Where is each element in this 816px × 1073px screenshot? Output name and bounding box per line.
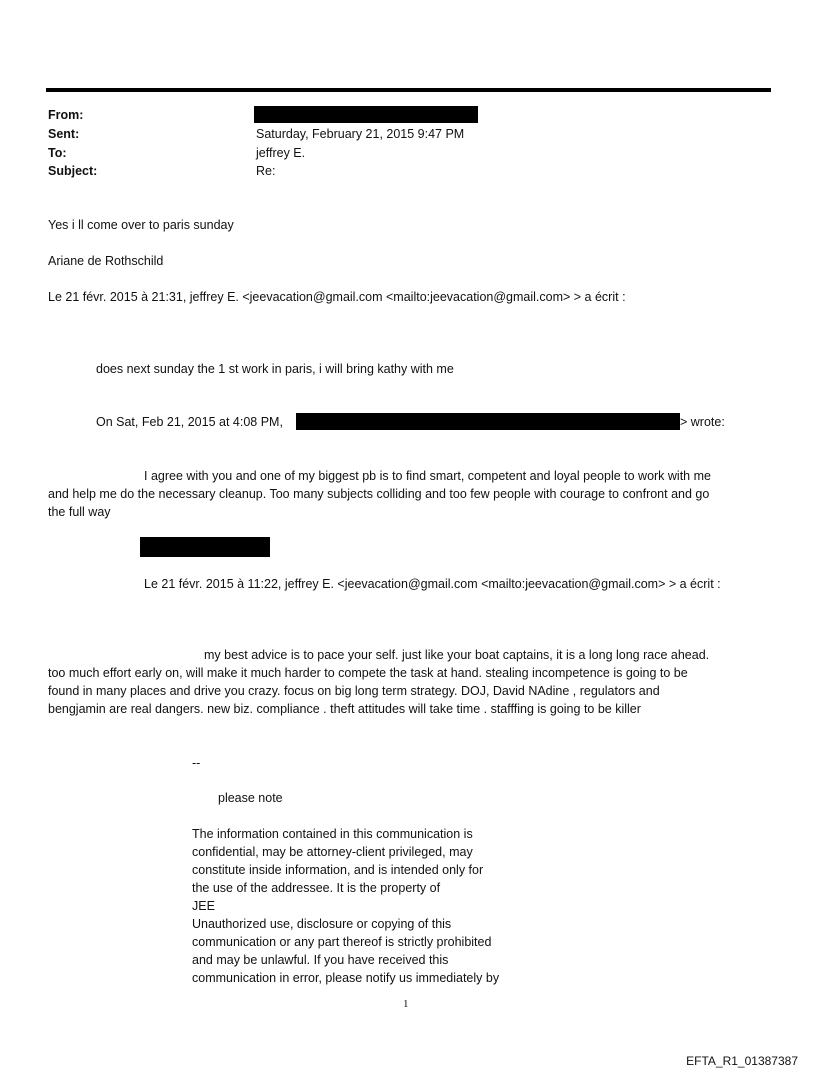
quote3-line3: found in many places and drive you crazy. focus on big long term strategy. DOJ, David NAdine , regulators and bbox=[48, 684, 660, 698]
redacted-signature bbox=[140, 537, 270, 557]
disclaimer-line: Unauthorized use, disclosure or copying of this bbox=[192, 917, 452, 931]
quote3-line1: my best advice is to pace your self. just like your boat captains, it is a long long race ahead. bbox=[204, 648, 710, 662]
redacted-from bbox=[254, 106, 478, 123]
quote3-line2: too much effort early on, will make it much harder to compete the task at hand. stealing incompetence is going to be bbox=[48, 666, 688, 680]
disclaimer-line: confidential, may be attorney-client privileged, may bbox=[192, 845, 473, 859]
page-number: 1 bbox=[403, 998, 409, 1010]
document-id: EFTA_R1_01387387 bbox=[686, 1054, 798, 1068]
subject-label: Subject: bbox=[48, 164, 98, 178]
redacted-sender bbox=[296, 413, 680, 430]
disclaimer-line: The information contained in this communication is bbox=[192, 827, 473, 841]
quote2-intro-prefix: On Sat, Feb 21, 2015 at 4:08 PM, bbox=[96, 415, 283, 429]
signature-separator: -- bbox=[192, 756, 201, 770]
sent-label: Sent: bbox=[48, 127, 80, 141]
disclaimer bbox=[192, 825, 537, 987]
quote3-intro: Le 21 févr. 2015 à 11:22, jeffrey E. <jeevacation@gmail.com <mailto:jeevacation@gmail.com> > a écrit : bbox=[144, 577, 721, 591]
please-note: please note bbox=[218, 791, 283, 805]
quote1-text: does next sunday the 1 st work in paris, i will bring kathy with me bbox=[96, 362, 454, 376]
quote2-line1: I agree with you and one of my biggest pb is to find smart, competent and loyal people to work with me bbox=[144, 469, 711, 483]
quote2-line2: and help me do the necessary cleanup. Too many subjects colliding and too few people with courage to confront and go bbox=[48, 487, 710, 501]
to-value: jeffrey E. bbox=[256, 146, 306, 160]
signature: Ariane de Rothschild bbox=[48, 254, 164, 268]
disclaimer-line: communication in error, please notify us immediately by bbox=[192, 971, 500, 985]
sent-value: Saturday, February 21, 2015 9:47 PM bbox=[256, 127, 465, 141]
header-rule bbox=[46, 88, 771, 92]
disclaimer-line: communication or any part thereof is strictly prohibited bbox=[192, 935, 492, 949]
reply-line: Yes i ll come over to paris sunday bbox=[48, 218, 234, 232]
subject-value: Re: bbox=[256, 164, 276, 178]
quote1-intro: Le 21 févr. 2015 à 21:31, jeffrey E. <jeevacation@gmail.com <mailto:jeevacation@gmail.com> > a écrit : bbox=[48, 290, 626, 304]
disclaimer-line: JEE bbox=[192, 899, 215, 913]
disclaimer-line: constitute inside information, and is intended only for bbox=[192, 863, 484, 877]
from-label: From: bbox=[48, 108, 84, 122]
quote2-intro-suffix: > wrote: bbox=[680, 415, 725, 429]
disclaimer-line: and may be unlawful. If you have received this bbox=[192, 953, 449, 967]
to-label: To: bbox=[48, 146, 67, 160]
quote3-line4: bengjamin are real dangers. new biz. compliance . theft attitudes will take time . stafffing is going to be killer bbox=[48, 702, 641, 716]
quote2-line3: the full way bbox=[48, 505, 111, 519]
disclaimer-line: the use of the addressee. It is the property of bbox=[192, 881, 441, 895]
